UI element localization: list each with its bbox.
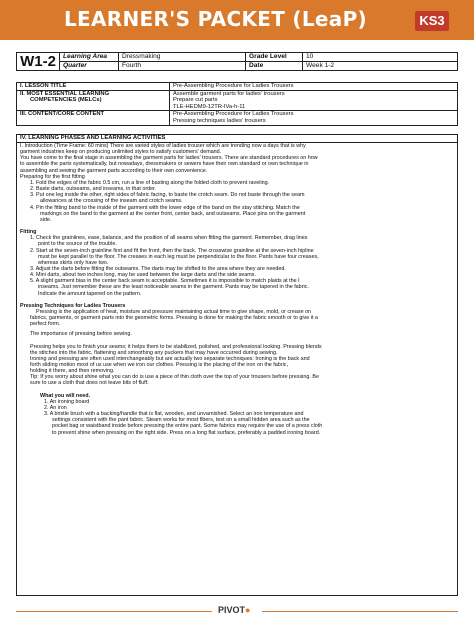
footer-rule-left [16,611,212,612]
melc-code: TLE-HEDM9-12TR-IVa-h-11 [173,103,246,110]
pressing-para-line: perfect form. [30,321,61,328]
section-body [17,143,457,436]
prep-step-cont: allowances at the crossing of the inseam and crotch seams. [40,198,183,205]
pivot-logo [218,605,250,615]
quarter-label: Quarter [60,62,119,71]
header-banner [0,0,474,40]
prep-step: 3. Put one leg inside the other, right sides of fabric facing, to baste the crotch seam. Do not baste through the seam [30,192,305,199]
need-item-cont: pocket bag or waistband inside before pressing the entire pant. Some fabrics may require the use of a press cloth [52,423,323,430]
pivot-logo-text: PIVOT [218,605,246,615]
prep-step: 4. Pin the fitting band to the inside of the garment with the lower edge of the band on the stay stitching. Match the [30,204,300,211]
fitting-step: 2. Start at the seven-inch grainline first and fit the front, then the back. The crosswise grainline at the seven-inch hipline [30,247,314,254]
fitting-step: 3. Adjust the darts before fitting the outseams. The darts may be shifted to the area where they are needed. [30,265,286,272]
pressing-heading: Pressing Techniques for Ladies Trousers [20,302,126,309]
finish-para-line: holding it there, and then removing. [30,368,115,375]
pressing-para-line: fabrics, garments, or garment parts into the geometric forms. Pressing is done for making the fabric smooth or to give it a [30,315,318,322]
learning-area-label: Learning Area [60,53,119,62]
importance-line: The importance of pressing before sewing. [30,331,132,338]
fitting-step: 5. A slight garment bias in the center back seam is acceptable. Sometimes it is impossible to match plaids at the I [30,278,300,285]
intro-line: assembling and sewing the garment parts according to their own convenience. [20,167,208,174]
learning-phases-section [16,134,458,596]
section-heading: IV. LEARNING PHASES AND LEARNING ACTIVITIES [17,135,457,143]
fitting-step-cont: whereas skirts only have two. [38,259,109,266]
date-value: Week 1-2 [303,62,458,71]
melc-label-line: II. MOST ESSENTIAL LEARNING [20,90,110,97]
finish-para-line: Tip: If you worry about shine what you can do is use a piece of thin cloth over the top of your trousers before pressing. Be [30,374,319,381]
fitting-step-cont: Indicate the amount tapered on the pattern. [38,290,142,297]
footer-rule-right [262,611,458,612]
grade-level-label: Grade Level [246,53,303,62]
melc-value [170,90,458,111]
intro-line: You have come to the final stage in assembling the garment parts for ladies' trousers. There are standard procedures on how [20,155,318,162]
week-label: W1-2 [17,53,60,71]
finish-para-line: the stitches into the fabric, flattening and smoothing any puckers that may have occurred during sewing. [30,349,278,356]
learning-area-value: Dressmaking [119,53,246,62]
content-label: III. CONTENT/CORE CONTENT [17,111,170,125]
need-item-cont: settings consistent with the pant fabric. Steam works for most fibers, test on a small hidden area such as the [52,417,310,424]
packet-title: LEARNER'S PACKET (LeaP) [64,7,367,31]
intro-line: I. Introduction (Time Frame: 60 mins) There are varied styles of ladies trouser which are trending now a days that is why [20,143,306,149]
finish-para-line: sure to use a cloth that does not leave bits of fluff. [30,380,149,387]
prep-step-cont: side. [40,216,52,223]
finish-para-line: Ironing and pressing are often used interchangeably but are actually two separate techniques: Ironing is the back and [30,355,310,362]
melc-label-line: COMPETENCIES (MELCs) [30,97,102,104]
finish-para-line: forth sliding motion most of us use when we iron our clothes. Pressing is the placing of the iron on the fabric, [30,362,288,368]
content-value [170,111,458,125]
intro-line: to assemble the parts systematically, but nowadays, dressmakers or sewers have their own standard or own technique in [20,161,309,168]
prep-step-cont: markings on the band to the garment at the center front, center back, and outseams. Place pins on the garment [40,210,306,217]
content-line: Pressing techniques ladies' trousers [173,117,266,124]
prep-step: 2. Baste darts, outseams, and inseams, in that order. [30,186,157,193]
melc-line: Prepare cut parts [173,97,218,104]
content-line: Pre-Assembling Procedure for Ladies Trousers [173,111,294,118]
lesson-title-value: Pre-Assembling Procedure for Ladies Trousers [170,83,458,91]
finish-para-line: Pressing helps you to finish your seams; it helps them to be stabilized, polished, and professional looking. Pressing blends [30,343,322,350]
fitting-step-cont: must be kept parallel to the floor. The creases in each leg must be perpendicular to the floor. Pants have four creases, [38,253,319,260]
need-item: 3. A bristle brush with a backing/handle that is flat, wooden, and unvarnished. Select an iron temperature and [44,411,304,418]
grade-level-value: 10 [303,53,458,62]
fitting-step-cont: inseams. Just remember these are the least noticeable seams in the garment. Pants may be tapered in the fabric. [38,284,309,291]
need-heading: What you will need. [40,392,91,399]
melc-label [17,90,170,111]
fitting-heading: Fitting [20,229,37,236]
key-stage-badge: KS3 [415,11,449,31]
melc-line: Assemble garment parts for ladies' trousers [173,90,285,97]
info-table [16,52,458,71]
pressing-para-line: Pressing is the application of heat, moisture and pressure maintaining actual time to give shape, mold, or crease on [36,308,312,315]
need-item: 2. An iron [44,404,67,411]
intro-line: Preparing for the first fitting [20,173,85,180]
lesson-meta-table [16,82,458,126]
fitting-step-cont: point to the source of the trouble. [38,241,117,248]
date-label: Date [246,62,303,71]
intro-line: garment industries keep on producing unlimited styles to satisfy customers' demand. [20,149,222,156]
need-item-cont: to prevent shine when pressing on the right side. Press on a long flat surface, preferably a padded ironing board. [52,429,321,436]
fitting-step: 4. Mini darts, about two inches long, may be used between the large darts and the side seams. [30,272,256,279]
fitting-step: 1. Check the grainlines, ease, balance, and the position of all seams when fitting the garment. Remember, drag lines [30,235,308,242]
quarter-value: Fourth [119,62,246,71]
lesson-title-label: I. LESSON TITLE [17,83,170,91]
need-item: 1. An ironing board [44,398,90,405]
logo-dot-icon: ● [245,605,251,615]
prep-step: 1. Fold the edges of the fabric 0.5 cm, run a line of basting along the folded cloth to prevent raveling. [30,179,270,186]
